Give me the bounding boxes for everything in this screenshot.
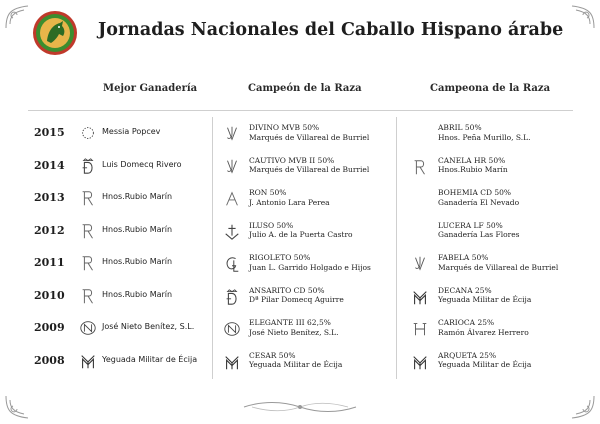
owner-name: Ganadería El Nevado (438, 197, 520, 207)
owner-name: Marqués de Villareal de Burriel (438, 262, 559, 272)
ganaderia-name: Hnos.Rubio Marín (102, 192, 173, 201)
campeona-entry (438, 188, 519, 207)
corner-ornament-icon (570, 4, 596, 30)
r-brand-icon (78, 188, 98, 208)
campeona-entry (438, 286, 531, 305)
horse-name: FABELA 50% (438, 253, 489, 262)
horse-name: DECANA 25% (438, 285, 492, 295)
owner-name: Ganadería Las Flores (438, 230, 520, 239)
corner-ornament-icon (570, 394, 596, 420)
year-label: 2011 (34, 256, 65, 269)
r-brand-icon (410, 157, 430, 177)
owner-name: Dª Pilar Domecq Aguirre (249, 295, 344, 304)
campeona-entry (438, 221, 520, 240)
column-divider (212, 117, 213, 379)
a-brand-icon (222, 189, 242, 209)
horse-name: CANELA HR 50% (438, 155, 506, 165)
horse-name: LUCERA LF 50% (438, 220, 503, 230)
owner-name: Marqués de Villareal de Burriel (249, 165, 370, 174)
owner-name: Hnos. Peña Murillo, S.L. (438, 132, 531, 142)
ra-brand-icon (410, 319, 430, 339)
jv-brand-icon (410, 254, 430, 274)
ganaderia-name: Luis Domecq Rivero (102, 159, 182, 169)
column-header-campeona: Campeona de la Raza (430, 83, 551, 94)
ganaderia-name: Messia Popcev (102, 127, 161, 136)
horse-name: BOHEMIA CD 50% (438, 188, 512, 197)
horse-name: CARIOCA 25% (438, 318, 495, 327)
horse-name: RON 50% (249, 188, 287, 197)
owner-name: Yeguada Militar de Écija (249, 360, 343, 369)
campeona-entry (438, 253, 558, 272)
owner-name: Marqués de Villareal de Burriel (249, 132, 370, 142)
horse-name: ABRIL 50% (438, 123, 482, 132)
year-label: 2008 (34, 353, 65, 367)
ganaderia-name: Yeguada Militar de Écija (102, 354, 198, 364)
year-label: 2013 (34, 191, 65, 204)
jv-brand-icon (222, 157, 242, 177)
horse-name: ELEGANTE III 62,5% (249, 318, 331, 327)
campeon-entry (249, 123, 369, 142)
campeona-entry (438, 123, 531, 142)
ganaderia-name: Hnos.Rubio Marín (102, 257, 173, 266)
campeon-entry (249, 253, 371, 272)
ym-brand-icon (410, 352, 430, 372)
ym-brand-icon (222, 352, 242, 372)
r-brand-icon (78, 221, 98, 241)
page-title: Jornadas Nacionales del Caballo Hispano árabe (98, 20, 564, 40)
r-brand-icon (78, 286, 98, 306)
bottom-ornament-icon (242, 399, 358, 413)
r-brand-icon (78, 253, 98, 273)
horse-name: ANSARITO CD 50% (249, 285, 325, 295)
nb-oval-brand-icon (78, 318, 98, 338)
year-label: 2012 (34, 223, 65, 237)
year-label: 2015 (34, 126, 65, 139)
campeon-entry (249, 156, 369, 175)
gl-brand-icon (222, 254, 242, 274)
ym-brand-icon (410, 287, 430, 307)
horse-name: ARQUETA 25% (438, 350, 497, 360)
corner-ornament-icon (4, 4, 30, 30)
ganaderia-name: Hnos.Rubio Marín (102, 224, 173, 234)
owner-name: Yeguada Militar de Écija (438, 360, 532, 369)
campeon-entry (249, 351, 342, 370)
header-divider (28, 110, 573, 111)
corner-ornament-icon (4, 394, 30, 420)
column-header-ganaderia: Mejor Ganadería (103, 83, 198, 94)
horse-name: DIVINO MVB 50% (249, 123, 320, 132)
horse-head-emblem-icon (32, 10, 78, 56)
campeon-entry (249, 286, 344, 305)
owner-name: Julio A. de la Puerta Castro (249, 230, 353, 239)
year-label: 2009 (34, 321, 65, 334)
horse-name: CESAR 50% (249, 350, 296, 360)
circle-dots-brand-icon (78, 123, 98, 143)
owner-name: Ramón Álvarez Herrero (438, 327, 529, 337)
campeona-entry (438, 351, 531, 370)
horse-name: CAUTIVO MVB II 50% (249, 155, 335, 165)
crowned-d-brand-icon (78, 156, 98, 176)
year-label: 2014 (34, 158, 65, 172)
jv-brand-icon (222, 124, 242, 144)
crowned-d-brand-icon (222, 287, 242, 307)
campeon-entry (249, 221, 353, 240)
column-divider (396, 117, 397, 379)
ganaderia-name: José Nieto Benítez, S.L. (102, 322, 195, 331)
column-header-campeon: Campeón de la Raza (248, 83, 362, 94)
campeon-entry (249, 188, 330, 207)
campeon-entry (249, 318, 338, 337)
horse-name: RIGOLETO 50% (249, 253, 311, 262)
campeona-entry (438, 318, 529, 337)
owner-name: José Nieto Benítez, S.L. (249, 327, 339, 337)
horse-name: ILUSO 50% (249, 220, 294, 230)
ym-brand-icon (78, 351, 98, 371)
year-label: 2010 (34, 288, 65, 302)
owner-name: Yeguada Militar de Écija (438, 295, 532, 304)
ganaderia-name: Hnos.Rubio Marín (102, 289, 173, 299)
owner-name: Hnos.Rubio Marín (438, 165, 508, 174)
campeona-entry (438, 156, 508, 175)
owner-name: J. Antonio Lara Perea (249, 197, 330, 207)
nb-oval-brand-icon (222, 319, 242, 339)
cross-anchor-brand-icon (222, 222, 242, 242)
owner-name: Juan L. Garrido Holgado e Hijos (249, 262, 371, 272)
